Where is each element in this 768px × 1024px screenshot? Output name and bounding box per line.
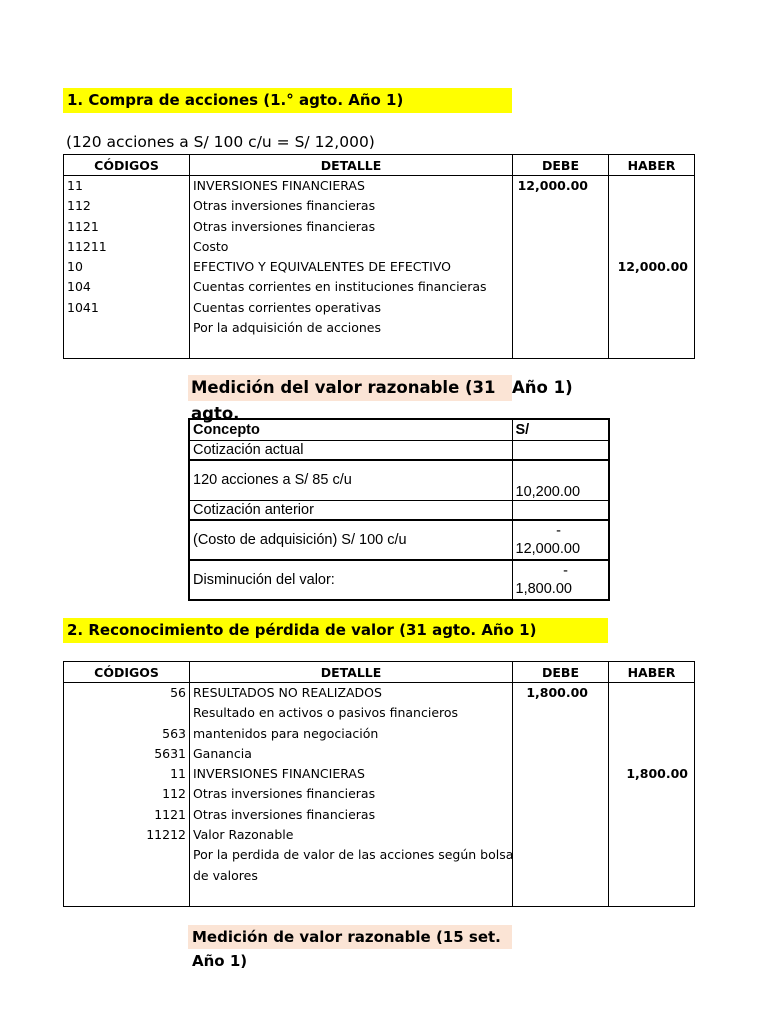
- concept-header: Concepto: [189, 419, 512, 440]
- col-header-codigos: CÓDIGOS: [64, 155, 190, 176]
- account-detail: INVERSIONES FINANCIERAS: [193, 766, 365, 782]
- haber-amount: [612, 724, 691, 744]
- account-code: 11211: [67, 238, 107, 254]
- haber-amount: [612, 318, 691, 338]
- costo-sign: -: [556, 523, 561, 539]
- debe-amount: [516, 257, 605, 277]
- costo-label: (Costo de adquisición) S/ 100 c/u: [189, 520, 512, 560]
- account-code: 56: [170, 685, 186, 700]
- haber-amount: [612, 237, 691, 257]
- costo-value: 12,000.00: [515, 541, 581, 557]
- account-code: 563: [162, 725, 186, 741]
- measurement-2-title: Medición de valor razonable (15 set. Año 1): [188, 925, 512, 949]
- section-1-subtitle: (120 acciones a S/ 100 c/u = S/ 12,000): [66, 133, 375, 151]
- account-detail: mantenidos para negociación: [193, 725, 379, 741]
- debe-amount: 1,800.00: [526, 685, 588, 700]
- disminucion-value-cell: [512, 560, 609, 600]
- account-detail: INVERSIONES FINANCIERAS: [193, 178, 365, 193]
- debe-amount: [516, 277, 605, 297]
- acciones-label: 120 acciones a S/ 85 c/u: [189, 460, 512, 500]
- account-detail: Cuentas corrientes en instituciones financieras: [193, 279, 487, 295]
- col-header-haber: HABER: [609, 662, 695, 683]
- account-code: [67, 318, 186, 338]
- haber-amount: 1,800.00: [626, 766, 688, 782]
- account-code: [67, 703, 186, 723]
- account-code: 112: [162, 786, 186, 802]
- account-code: 5631: [154, 745, 186, 761]
- account-code: 11212: [146, 827, 186, 843]
- haber-amount: [612, 703, 691, 723]
- account-detail: Valor Razonable: [193, 827, 294, 843]
- debe-amount: [516, 825, 605, 845]
- debe-amount: [516, 318, 605, 338]
- col-header-detalle: DETALLE: [190, 662, 513, 683]
- debe-amount: [516, 764, 605, 784]
- cotizacion-actual-label: Cotización actual: [189, 440, 512, 460]
- cotizacion-actual-value: [512, 440, 609, 460]
- haber-amount: [612, 805, 691, 825]
- account-code: 112: [67, 198, 91, 214]
- journal-table-2: [63, 661, 695, 907]
- detail-column: [190, 176, 513, 359]
- account-detail: Cuentas corrientes operativas: [193, 299, 382, 315]
- section-1-title: 1. Compra de acciones (1.° agto. Año 1): [63, 88, 512, 113]
- haber-column: [609, 176, 695, 359]
- haber-amount: [612, 825, 691, 845]
- debe-amount: [516, 217, 605, 237]
- debe-amount: [516, 196, 605, 216]
- account-detail: Costo: [193, 238, 229, 254]
- debe-column: [513, 683, 609, 907]
- measurement-1-title-main: Medición del valor razonable (31 agto.: [191, 378, 496, 423]
- haber-amount: [612, 845, 691, 865]
- fair-value-concept-table: [188, 418, 610, 601]
- cotizacion-anterior-label: Cotización anterior: [189, 500, 512, 520]
- haber-amount: [612, 196, 691, 216]
- account-detail: Otras inversiones financieras: [193, 806, 376, 822]
- section-2-title: 2. Reconocimiento de pérdida de valor (31 agto. Año 1): [63, 618, 608, 643]
- value-header: S/: [512, 419, 609, 440]
- haber-amount: [612, 277, 691, 297]
- account-detail: EFECTIVO Y EQUIVALENTES DE EFECTIVO: [193, 259, 452, 275]
- journal-table-1: [63, 154, 695, 359]
- account-detail: Ganancia: [193, 745, 252, 761]
- debe-amount: [516, 744, 605, 764]
- debe-column: [513, 176, 609, 359]
- haber-column: [609, 683, 695, 907]
- debe-amount: [516, 237, 605, 257]
- disminucion-value: 1,800.00: [515, 581, 572, 597]
- account-code: 11: [67, 178, 83, 193]
- haber-amount: [612, 784, 691, 804]
- debe-amount: [516, 845, 605, 865]
- col-header-debe: DEBE: [513, 662, 609, 683]
- debe-amount: [516, 784, 605, 804]
- account-code: 1041: [67, 299, 99, 315]
- measurement-1-title: [188, 375, 512, 423]
- account-detail: Otras inversiones financieras: [193, 218, 376, 234]
- detail-column: [190, 683, 513, 907]
- col-header-codigos: CÓDIGOS: [64, 662, 190, 683]
- account-detail: Resultado en activos o pasivos financieros: [193, 705, 459, 721]
- haber-amount: [612, 217, 691, 237]
- account-code: 10: [67, 259, 83, 275]
- debe-amount: 12,000.00: [517, 178, 588, 193]
- account-code: [67, 845, 186, 865]
- measurement-1-title-tail: Año 1): [512, 378, 573, 397]
- col-header-detalle: DETALLE: [190, 155, 513, 176]
- haber-amount: 12,000.00: [617, 259, 688, 275]
- account-code: [67, 866, 186, 886]
- codes-column: [64, 176, 190, 359]
- account-detail: Otras inversiones financieras: [193, 786, 376, 802]
- account-detail: Otras inversiones financieras: [193, 198, 376, 214]
- account-detail: de valores: [193, 867, 258, 883]
- disminucion-sign: -: [563, 563, 568, 579]
- account-code: 104: [67, 279, 91, 295]
- debe-amount: [516, 703, 605, 723]
- account-detail: Por la adquisición de acciones: [193, 320, 382, 336]
- costo-value-cell: [512, 520, 609, 560]
- haber-amount: [612, 176, 691, 196]
- codes-column: [64, 683, 190, 907]
- debe-amount: [516, 866, 605, 886]
- debe-amount: [516, 724, 605, 744]
- acciones-value: 10,200.00: [512, 460, 609, 500]
- cotizacion-anterior-value: [512, 500, 609, 520]
- account-code: 11: [170, 766, 186, 782]
- debe-amount: [516, 805, 605, 825]
- account-code: 1121: [154, 806, 186, 822]
- account-detail: RESULTADOS NO REALIZADOS: [193, 685, 382, 700]
- col-header-debe: DEBE: [513, 155, 609, 176]
- haber-amount: [612, 683, 691, 703]
- col-header-haber: HABER: [609, 155, 695, 176]
- debe-amount: [516, 298, 605, 318]
- haber-amount: [612, 744, 691, 764]
- account-detail: Por la perdida de valor de las acciones según bolsa: [193, 847, 514, 863]
- disminucion-label: Disminución del valor:: [189, 560, 512, 600]
- account-code: 1121: [67, 218, 99, 234]
- haber-amount: [612, 866, 691, 886]
- haber-amount: [612, 298, 691, 318]
